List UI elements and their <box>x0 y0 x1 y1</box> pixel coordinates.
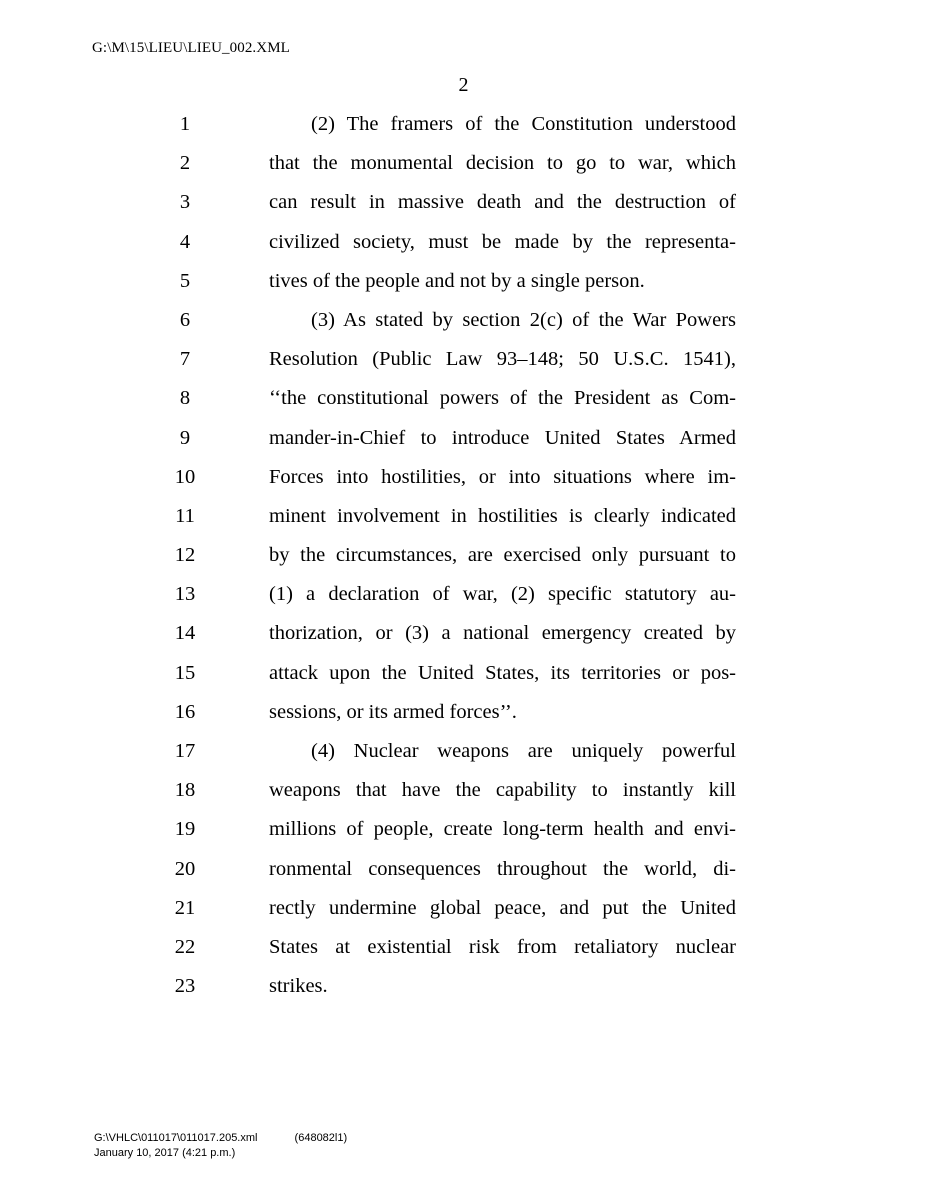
line-number: 11 <box>175 504 195 527</box>
text-line <box>0 816 927 855</box>
text-line <box>0 738 927 777</box>
line-number: 14 <box>174 622 196 645</box>
text-line <box>0 307 927 346</box>
line-number: 19 <box>174 818 196 841</box>
line-text: rectly undermine global peace, and put the United <box>269 896 736 919</box>
line-text: mander-in-Chief to introduce United States Armed <box>269 426 736 449</box>
line-text: can result in massive death and the destruction of <box>269 191 736 214</box>
text-line <box>0 111 927 150</box>
line-text: (1) a declaration of war, (2) specific statutory au- <box>269 583 736 606</box>
line-text: weapons that have the capability to instantly kill <box>269 779 736 802</box>
line-number: 18 <box>174 779 196 802</box>
line-number: 3 <box>179 191 191 214</box>
line-text: Forces into hostilities, or into situations where im- <box>269 465 736 488</box>
text-line <box>0 856 927 895</box>
line-number: 6 <box>179 308 191 331</box>
line-number: 23 <box>174 975 196 998</box>
line-number: 12 <box>174 544 196 567</box>
text-line <box>0 346 927 385</box>
line-number: 9 <box>179 426 191 449</box>
text-line <box>0 425 927 464</box>
line-text: (2) The framers of the Constitution understood <box>311 113 736 135</box>
line-number: 8 <box>179 387 191 410</box>
line-text: millions of people, create long-term health and envi- <box>269 818 736 841</box>
line-number: 7 <box>179 348 191 371</box>
text-line <box>0 620 927 659</box>
text-line <box>0 542 927 581</box>
footer-timestamp: January 10, 2017 (4:21 p.m.) <box>94 1147 236 1159</box>
line-text: ronmental consequences throughout the world, di- <box>269 857 736 880</box>
line-number: 22 <box>174 935 196 958</box>
text-line <box>0 934 927 973</box>
line-number: 21 <box>174 896 196 919</box>
line-text: thorization, or (3) a national emergency created by <box>269 622 736 645</box>
text-line <box>0 385 927 424</box>
page-number: 2 <box>458 74 469 96</box>
line-number: 15 <box>174 661 196 684</box>
line-text: ‘‘the constitutional powers of the President as Com- <box>269 387 736 410</box>
line-text: strikes. <box>269 975 328 998</box>
line-text: by the circumstances, are exercised only pursuant to <box>269 544 736 567</box>
line-number: 16 <box>174 700 196 723</box>
line-text: tives of the people and not by a single person. <box>269 269 645 292</box>
line-text: that the monumental decision to go to war, which <box>269 152 736 175</box>
line-text: (4) Nuclear weapons are uniquely powerful <box>311 740 736 762</box>
line-number: 17 <box>174 740 196 762</box>
line-text: sessions, or its armed forces’’. <box>269 700 517 723</box>
text-line <box>0 229 927 268</box>
line-text: civilized society, must be made by the representa- <box>269 230 736 253</box>
line-number: 2 <box>179 152 191 175</box>
text-line <box>0 973 927 1012</box>
text-line <box>0 660 927 699</box>
footer-file-info <box>94 1132 347 1144</box>
bill-text-body <box>0 111 927 1012</box>
line-text: Resolution (Public Law 93–148; 50 U.S.C. 1541), <box>269 348 736 371</box>
footer-file-path: G:\VHLC\011017\011017.205.xml <box>94 1132 258 1144</box>
line-text: minent involvement in hostilities is clearly indicated <box>269 504 736 527</box>
footer-document-code: (648082l1) <box>294 1132 348 1144</box>
text-line <box>0 464 927 503</box>
text-line <box>0 777 927 816</box>
text-line <box>0 699 927 738</box>
text-line <box>0 189 927 228</box>
text-line <box>0 581 927 620</box>
line-number: 4 <box>179 230 191 253</box>
line-number: 5 <box>179 269 191 292</box>
text-line <box>0 268 927 307</box>
header-file-path: G:\M\15\LIEU\LIEU_002.XML <box>92 40 290 56</box>
text-line <box>0 150 927 189</box>
line-text: States at existential risk from retaliatory nuclear <box>269 935 736 958</box>
line-number: 1 <box>179 113 191 135</box>
text-line <box>0 503 927 542</box>
line-number: 20 <box>174 857 196 880</box>
line-text: attack upon the United States, its territories or pos- <box>269 661 736 684</box>
line-number: 10 <box>174 465 196 488</box>
line-text: (3) As stated by section 2(c) of the War Powers <box>311 308 736 331</box>
text-line <box>0 895 927 934</box>
line-number: 13 <box>174 583 196 606</box>
